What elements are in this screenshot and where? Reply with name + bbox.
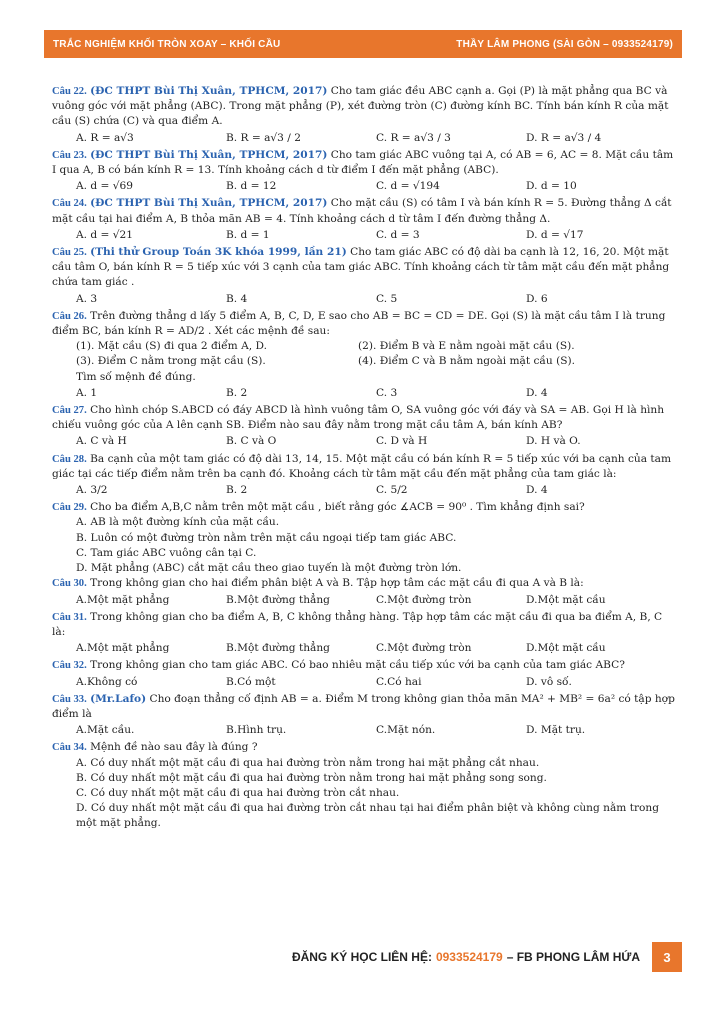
question-block — [52, 309, 676, 401]
answer-option: A. d = √21 — [76, 228, 134, 241]
question-source: (ĐC THPT Bùi Thị Xuân, TPHCM, 2017) — [90, 197, 328, 210]
question-ask: Tìm số mệnh đề đúng. — [76, 370, 196, 383]
answer-option: B. 2 — [226, 386, 248, 399]
answer-option: B.Một đường thẳng — [226, 593, 330, 606]
question-body: Trong không gian cho tam giác ABC. Có bao nhiêu mặt cầu tiếp xúc với ba cạnh của tam giác ABC? — [90, 659, 625, 672]
question-number: Câu 33. — [52, 693, 87, 705]
answer-option: D.Một mặt cầu — [526, 593, 606, 606]
question-block — [52, 500, 676, 576]
answer-option: D. d = √17 — [526, 228, 584, 241]
answer-option: D. H và O. — [526, 435, 581, 448]
question-text — [52, 740, 676, 755]
answer-list — [52, 515, 676, 576]
answer-option: C. Có duy nhất một mặt cầu đi qua hai đường tròn cắt nhau. — [76, 786, 400, 799]
question-body: Cho tam giác ABC có độ dài ba cạnh là 12, 16, 20. Một mặt cầu tâm O, bán kính R = 5 tiếp xúc với 3 cạnh của tam giác ABC. Tính khoảng cách từ tâm mặt cầu đến mặt phẳng chứa tam giác . — [52, 246, 670, 289]
question-block — [52, 740, 676, 831]
answer-option: A. 1 — [76, 386, 98, 399]
answer-options — [52, 386, 676, 401]
question-block — [52, 576, 676, 607]
question-body: Cho mặt cầu (S) có tâm I và bán kính R = 5. Đường thẳng Δ cắt mặt cầu tại hai điểm A, B thỏa mãn AB = 4. Tính khoảng cách d từ tâm I đến đường thẳng Δ. — [52, 197, 672, 225]
question-number: Câu 28. — [52, 453, 87, 465]
question-block — [52, 610, 676, 657]
answer-option: D. Mặt phẳng (ABC) cắt mặt cầu theo giao tuyến là một đường tròn lớn. — [76, 562, 462, 575]
question-number: Câu 34. — [52, 742, 87, 754]
question-body: Mệnh đề nào sau đây là đúng ? — [90, 741, 258, 754]
question-body: Cho ba điểm A,B,C nằm trên một mặt cầu , biết rằng góc ∡ACB = 90⁰ . Tìm khẳng định sai? — [90, 501, 585, 514]
question-text — [52, 452, 676, 482]
answer-option: D.Một mặt cầu — [526, 642, 606, 655]
answer-option: A. Có duy nhất một mặt cầu đi qua hai đường tròn nằm trong hai mặt phẳng cắt nhau. — [76, 756, 540, 769]
question-text — [52, 576, 676, 591]
question-number: Câu 23. — [52, 149, 87, 161]
question-block — [52, 84, 676, 146]
answer-option: C. 5/2 — [376, 484, 408, 497]
answer-option: D. 4 — [526, 386, 548, 399]
footer-register: ĐĂNG KÝ HỌC LIÊN HỆ: — [291, 950, 432, 964]
footer-phone: 0933524179 — [435, 950, 503, 964]
answer-option: D. 4 — [526, 484, 548, 497]
question-list — [52, 84, 676, 832]
answer-option: B.Hình trụ. — [226, 724, 287, 737]
answer-option: C.Một đường tròn — [376, 642, 472, 655]
answer-option: B. 2 — [226, 484, 248, 497]
page-footer — [44, 942, 682, 972]
answer-option: A.Một mặt phẳng — [76, 642, 170, 655]
answer-options — [52, 434, 676, 449]
question-block — [52, 148, 676, 195]
question-block — [52, 658, 676, 689]
question-text — [52, 500, 676, 515]
answer-options — [52, 228, 676, 243]
statement-item: (1). Mặt cầu (S) đi qua 2 điểm A, D. — [76, 340, 267, 353]
header-left: TRẮC NGHIỆM KHỐI TRÒN XOAY – KHỐI CẦU — [53, 38, 281, 50]
answer-options — [52, 483, 676, 498]
answer-options — [52, 641, 676, 656]
question-text — [52, 309, 676, 339]
question-number: Câu 29. — [52, 502, 87, 514]
question-number: Câu 24. — [52, 198, 87, 210]
answer-option: B. 4 — [226, 292, 248, 305]
answer-options — [52, 593, 676, 608]
answer-option: A. 3 — [76, 292, 98, 305]
page-header — [44, 30, 682, 58]
question-source: (ĐC THPT Bùi Thị Xuân, TPHCM, 2017) — [90, 85, 328, 97]
question-number: Câu 25. — [52, 247, 87, 259]
question-body: Ba cạnh của một tam giác có độ dài 13, 14, 15. Một mặt cầu có bán kính R = 5 tiếp xúc với ba cạnh của tam giác tại các tiếp điểm nằm trên ba cạnh đó. Khoảng cách từ tâm mặt cầu đến mặt phẳng của tam giác là: — [52, 452, 672, 480]
statement-item: (2). Điểm B và E nằm ngoài mặt cầu (S). — [358, 340, 575, 353]
answer-option: B. R = a√3 / 2 — [226, 131, 301, 144]
answer-option: A. C và H — [76, 435, 127, 448]
answer-option: C.Mặt nón. — [376, 724, 436, 737]
answer-option: B.Có một — [226, 675, 276, 688]
answer-option: C. 5 — [376, 292, 398, 305]
question-source: (ĐC THPT Bùi Thị Xuân, TPHCM, 2017) — [90, 148, 328, 161]
answer-option: A.Một mặt phẳng — [76, 593, 170, 606]
question-source: (Mr.Lafo) — [90, 692, 147, 705]
question-text — [52, 245, 676, 291]
statement-item: (3). Điểm C nằm trong mặt cầu (S). — [76, 355, 266, 368]
answer-option: C. d = √194 — [376, 180, 440, 193]
question-number: Câu 31. — [52, 611, 87, 623]
answer-option: D. vô số. — [526, 675, 572, 688]
question-block — [52, 196, 676, 243]
question-number: Câu 22. — [52, 86, 87, 97]
answer-option: A.Không có — [76, 675, 138, 688]
answer-option: C. 3 — [376, 386, 398, 399]
answer-option: B. d = 12 — [226, 180, 277, 193]
question-text — [52, 148, 676, 178]
question-body: Trong không gian cho hai điểm phân biệt A và B. Tập hợp tâm các mặt cầu đi qua A và B là: — [90, 577, 584, 590]
answer-option: B. C và O — [226, 435, 277, 448]
question-number: Câu 27. — [52, 405, 87, 417]
question-body: Cho đoạn thẳng cố định AB = a. Điểm M trong không gian thỏa mãn MA² + MB² = 6a² có tập hợp điểm là — [52, 692, 675, 720]
answer-option: B.Một đường thẳng — [226, 642, 330, 655]
statement-list — [52, 339, 676, 369]
answer-option: C. Tam giác ABC vuông cân tại C. — [76, 546, 257, 559]
answer-option: D. Có duy nhất một mặt cầu đi qua hai đường tròn cắt nhau tại hai điểm phân biệt và không cùng nằm trong một mặt phẳng. — [76, 802, 659, 830]
answer-options — [52, 675, 676, 690]
answer-option: A. d = √69 — [76, 180, 134, 193]
question-body: Cho hình chóp S.ABCD có đáy ABCD là hình vuông tâm O, SA vuông góc với đáy và SA = AB. Gọi H là hình chiếu vuông góc của A lên cạnh SB. Điểm nào sau đây nằm trong mặt cầu tâm A, bán kính AB? — [52, 404, 665, 432]
page-number: 3 — [652, 942, 682, 972]
answer-list — [52, 756, 676, 832]
answer-option: A. 3/2 — [76, 484, 108, 497]
answer-option: A. AB là một đường kính của mặt cầu. — [76, 516, 280, 529]
answer-option: D. R = a√3 / 4 — [526, 131, 602, 144]
statement-item: (4). Điểm C và B nằm ngoài mặt cầu (S). — [358, 355, 576, 368]
answer-option: C.Một đường tròn — [376, 593, 472, 606]
answer-option: D. 6 — [526, 292, 548, 305]
question-number: Câu 32. — [52, 660, 87, 672]
header-right: THẦY LÂM PHONG (SÀI GÒN – 0933524179) — [456, 38, 673, 50]
answer-options — [52, 292, 676, 307]
answer-option: A.Mặt cầu. — [76, 724, 135, 737]
answer-option: B. Có duy nhất một mặt cầu đi qua hai đường tròn nằm trong hai mặt phẳng song song. — [76, 771, 547, 784]
answer-options — [52, 179, 676, 194]
answer-option: C.Có hai — [376, 675, 422, 688]
question-number: Câu 26. — [52, 310, 87, 322]
question-block — [52, 692, 676, 739]
footer-fb: – FB PHONG LÂM HỨA — [506, 950, 640, 964]
answer-option: D. Mặt trụ. — [526, 724, 586, 737]
question-number: Câu 30. — [52, 578, 87, 590]
answer-options — [52, 723, 676, 738]
question-block — [52, 403, 676, 450]
answer-option: B. Luôn có một đường tròn nằm trên mặt cầu ngoại tiếp tam giác ABC. — [76, 531, 457, 544]
answer-option: C. D và H — [376, 435, 428, 448]
question-block — [52, 452, 676, 499]
answer-option: C. d = 3 — [376, 228, 420, 241]
question-body: Cho tam giác đều ABC cạnh a. Gọi (P) là mặt phẳng qua BC và vuông góc với mặt phẳng (ABC). Trong mặt phẳng (P), xét đường tròn (C) đường kính BC. Tính bán kính R của mặt cầu (S) chứa (C) và qua điểm A. — [52, 85, 669, 128]
answer-option: C. R = a√3 / 3 — [376, 131, 451, 144]
answer-option: B. d = 1 — [226, 228, 270, 241]
question-text — [52, 610, 676, 640]
answer-option: D. d = 10 — [526, 180, 577, 193]
question-body: Trong không gian cho ba điểm A, B, C không thẳng hàng. Tập hợp tâm các mặt cầu đi qua ba điểm A, B, C là: — [52, 610, 663, 638]
answer-option: A. R = a√3 — [76, 131, 134, 144]
question-source: (Thi thử Group Toán 3K khóa 1999, lần 21) — [90, 246, 347, 259]
question-text — [52, 658, 676, 673]
question-text — [52, 84, 676, 130]
question-body: Trên đường thẳng d lấy 5 điểm A, B, C, D, E sao cho AB = BC = CD = DE. Gọi (S) là mặt cầu tâm I là trung điểm BC, bán kính R = AD/2 . Xét các mệnh đề sau: — [52, 309, 666, 338]
question-text — [52, 403, 676, 433]
question-text — [52, 692, 676, 722]
answer-options — [52, 131, 676, 146]
question-text — [52, 196, 676, 226]
question-body: Cho tam giác ABC vuông tại A, có AB = 6, AC = 8. Mặt cầu tâm I qua A, B có bán kính R = 13. Tính khoảng cách d từ điểm I đến mặt phẳng (ABC). — [52, 148, 674, 177]
question-block — [52, 245, 676, 307]
